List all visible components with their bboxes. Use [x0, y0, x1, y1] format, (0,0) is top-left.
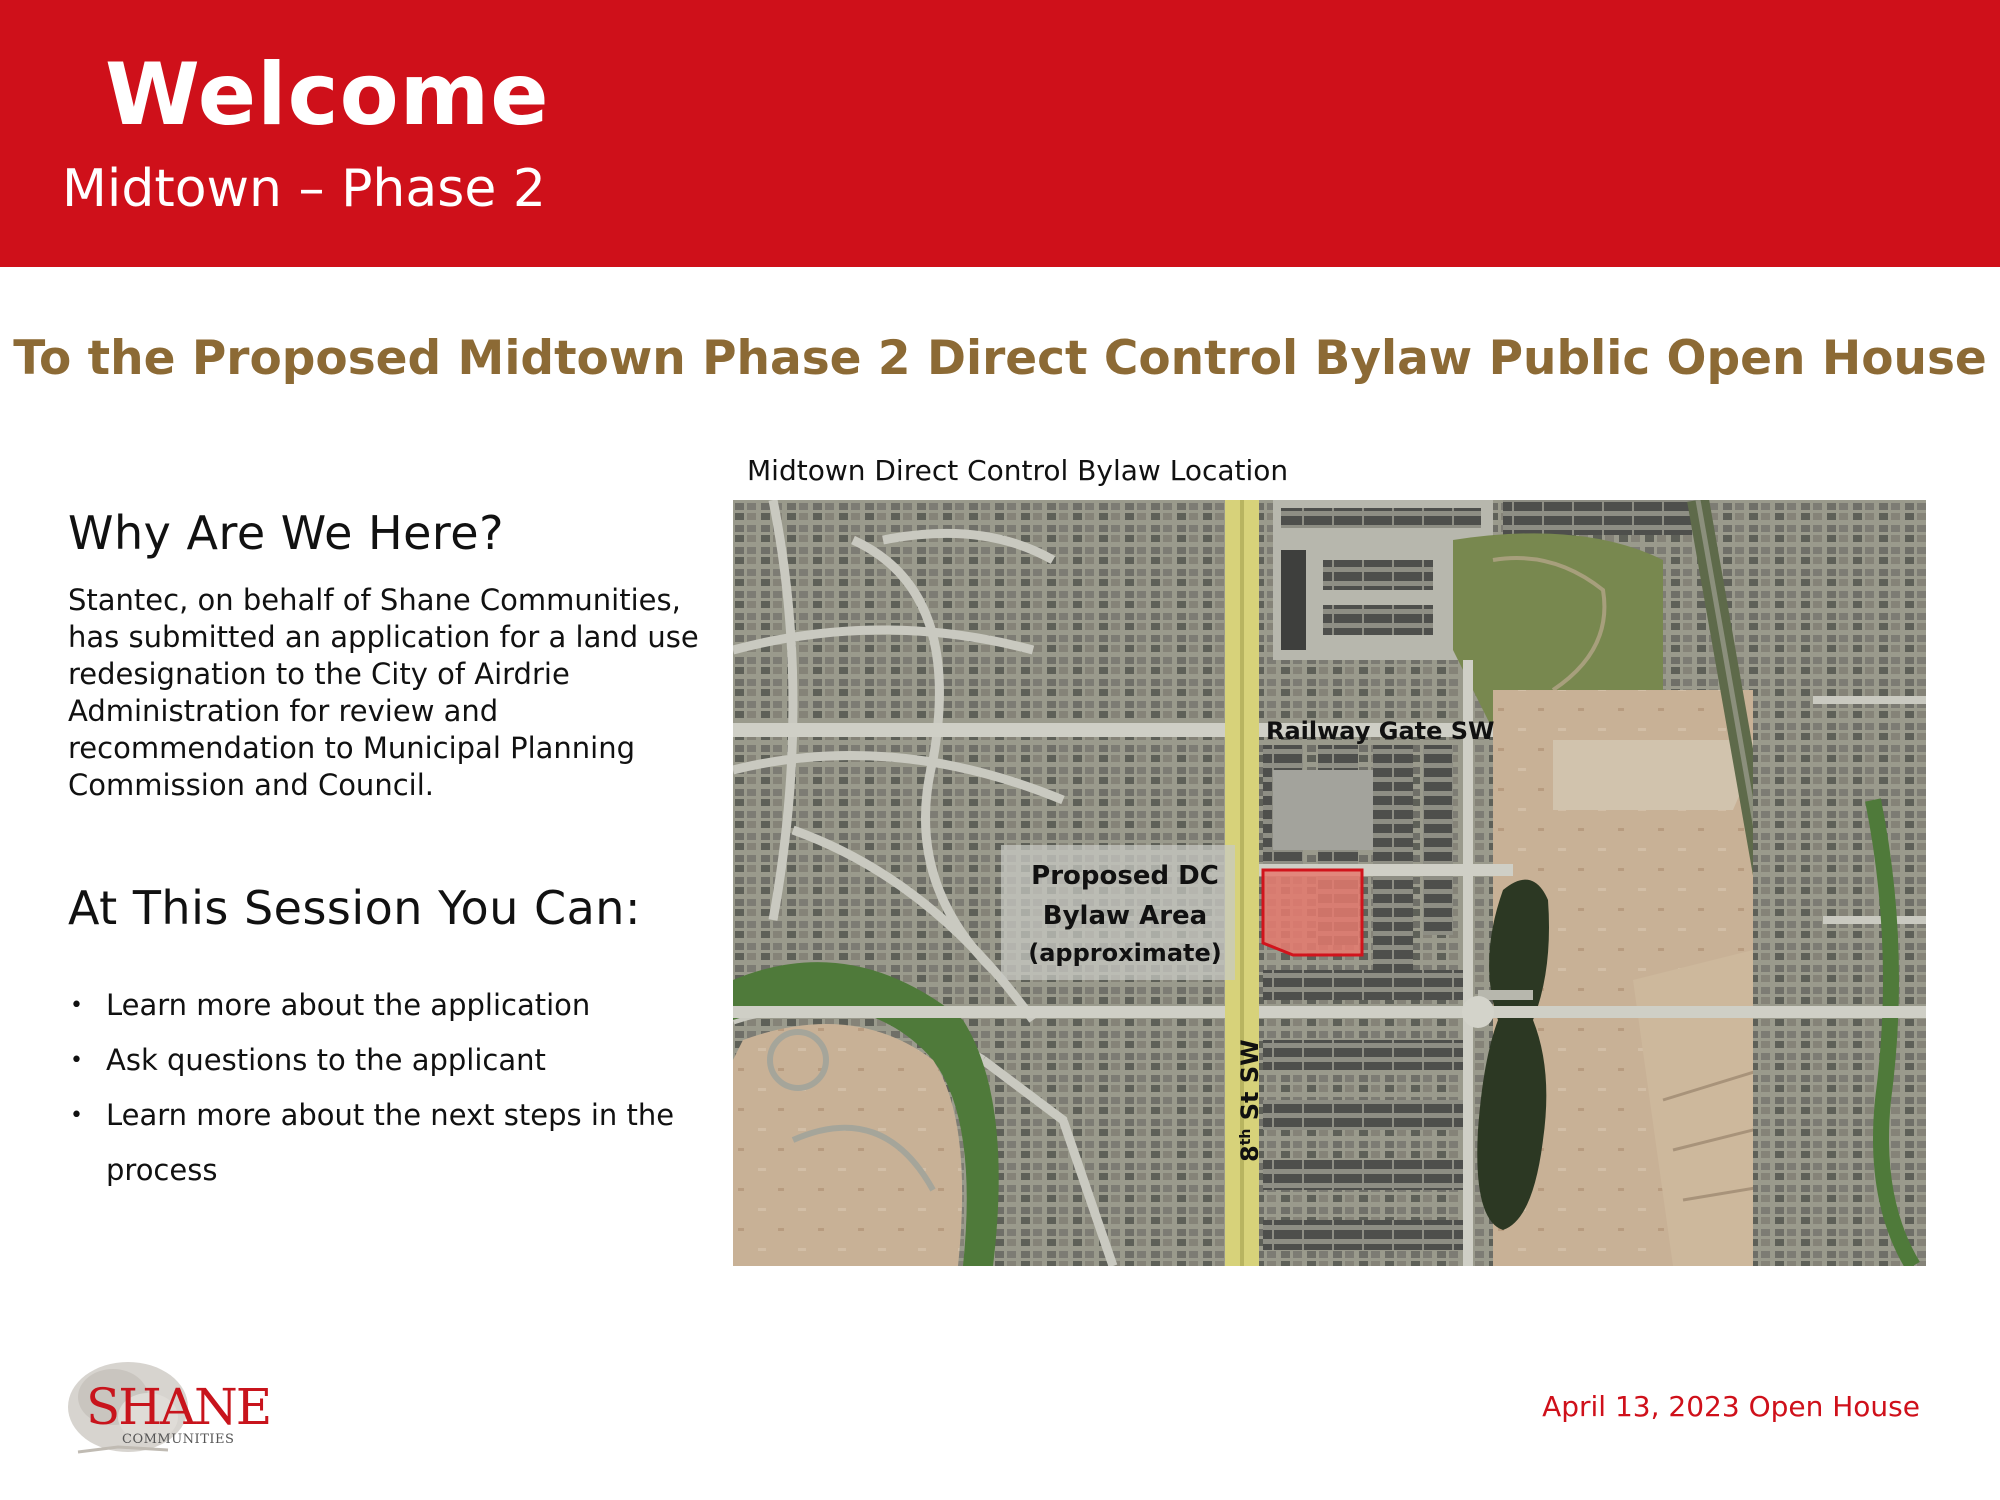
why-body: Stantec, on behalf of Shane Communities, has submitted an application for a land use redesignation to the City of Airdrie Administration for review and recommendation to Municipal Planning Commission and Council.: [68, 583, 699, 802]
bullet-icon: •: [70, 993, 83, 1018]
bullet-icon: •: [70, 1048, 83, 1073]
8th-st-label-number: 8: [1236, 1145, 1264, 1162]
8th-st-label-suffix: th: [1238, 1128, 1254, 1146]
dc-label-line1: Proposed DC: [1031, 861, 1219, 891]
map-caption: Midtown Direct Control Bylaw Location: [747, 454, 1289, 487]
railway-gate-label: Railway Gate SW: [1266, 717, 1495, 745]
bullet-text: Ask questions to the applicant: [106, 1043, 546, 1077]
logo-wordmark: SHANE: [86, 1378, 271, 1436]
header-banner: [0, 0, 2000, 267]
bullet-text: Learn more about the next steps in the process: [106, 1098, 675, 1187]
dc-area-label: [1028, 861, 1221, 967]
8th-st-label-name: St SW: [1236, 1039, 1264, 1129]
proposed-dc-bylaw-area: [1263, 870, 1362, 955]
list-item: [68, 1088, 708, 1198]
event-date: April 13, 2023 Open House: [1542, 1390, 1920, 1423]
dc-label-line2: Bylaw Area: [1042, 901, 1208, 931]
why-heading: Why Are We Here?: [68, 506, 504, 560]
session-heading: At This Session You Can:: [68, 881, 641, 935]
page-title: Welcome: [105, 45, 550, 145]
list-item: [68, 1033, 708, 1088]
bullet-icon: •: [70, 1103, 83, 1128]
dc-label-line3: (approximate): [1028, 939, 1222, 967]
aerial-map-graphic: [733, 500, 1926, 1266]
logo-subtitle: COMMUNITIES: [122, 1432, 235, 1447]
list-item: [68, 978, 708, 1033]
bullet-text: Learn more about the application: [106, 988, 591, 1022]
why-section: [68, 506, 708, 804]
event-headline: To the Proposed Midtown Phase 2 Direct Control Bylaw Public Open House: [13, 331, 1987, 386]
page-subtitle: Midtown – Phase 2: [62, 159, 546, 219]
shane-communities-logo: [58, 1352, 271, 1462]
session-bullet-list: [68, 978, 708, 1198]
aerial-map: [733, 500, 1926, 1266]
